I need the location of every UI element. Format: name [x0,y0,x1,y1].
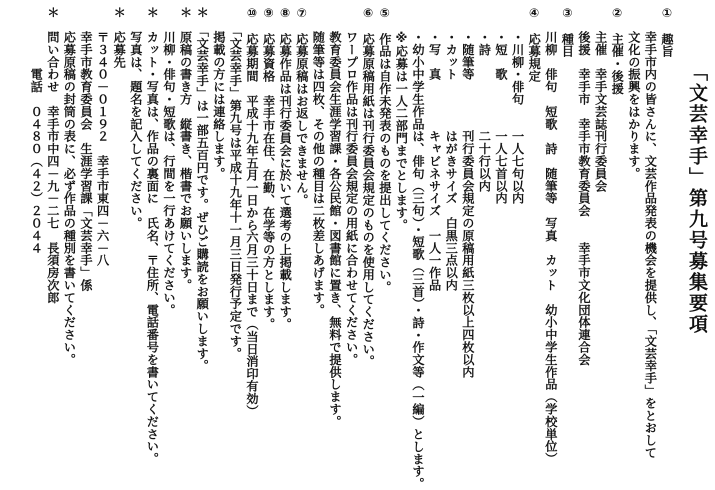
text-column: 随筆等は四枚、その他の種目は二枚差しあげます。 [311,6,326,316]
text-column: ＊ カット・写真は、作品の裏面に 氏名、〒住所、電話番号を書いてください。 [145,6,160,465]
text-column: 川柳・俳句・短歌は、行間を一行あけてください。 [162,6,176,316]
text-column: ① 趣旨 [660,6,674,58]
text-column: ・幼小中学生作品は、俳句（三句）・短歌（三首）・詩・作文等（一編）とします。 [411,6,425,490]
document-title: 「文芸幸手」第九号募集要項 [686,62,708,335]
text-column: 幸手市教育委員会 生涯学習課「文芸幸手」係 [79,6,93,292]
text-column: ・写 真 キャビネサイズ 一人一作品 [427,6,442,292]
text-column: ・短 歌 一人七首以内 [494,6,508,205]
text-column: ② 主催・後援 [610,6,625,95]
text-column: ＊ 「文芸幸手」は一部五百円です。ぜひご購読をお願いします。 [195,6,210,372]
text-column: 応募原稿の封筒の表に、必ず作品の種別を書いてください。 [62,6,77,366]
text-column: 川柳 俳句 短歌 詩 随筆等 写真 カット 幼小中学生作品（学校単位） [543,6,558,465]
text-column: ⑧ 応募作品は刊行委員会に於いて選考の上掲載します。 [278,6,293,331]
text-column: ・詩 二十行以内 [477,6,492,192]
text-column: ・随筆等 刊行委員会規定の原稿用紙三枚以上四枚以内 [460,6,475,378]
text-column: ③ 種目 [560,6,575,58]
text-column: 主催 幸手文芸誌刊行委員会 [593,6,608,192]
text-column: ⑤ 作品は自作未発表のものを提出してください。 [377,6,392,293]
text-column: ⑥ 応募原稿用紙は刊行委員会規定のものを使用してください。 [361,6,376,368]
text-column: 後援 幸手市 幸手市教育委員会 幸手市文化団体連合会 [577,6,591,366]
text-column: 写真は、題名を記入してください。 [128,6,143,230]
text-column: ・川柳・俳句 一人七句以内 [510,6,525,205]
text-column: 電話 ０４８０（４２）２０４４ [29,6,44,254]
text-column: ④ 応募規定 [527,6,542,83]
text-column: ・カット はがきサイズ 白黒三点以内 [444,6,459,292]
text-column: ⑨ 応募資格 幸手市在住、在勤、在学等の方とします。 [261,6,276,331]
text-column: ＊ 応募先 [112,6,127,68]
text-column: 幸手市内の皆さんに、文芸作品発表の機会を提供し、「文芸幸手」をとおして [643,6,658,459]
text-column: ⑩ 応募期間 平成十九年五月一日から六月三十日まで（当日消印有効） [245,6,259,417]
text-column: ＊ 問い合わせ 幸手市中四－九－二七 長須房次郎 [45,6,60,304]
text-column: 文化の振興をはかります。 [626,6,641,180]
text-column: 「文芸幸手」第九号は平成十九年十一月三日発行予定です。 [228,6,243,360]
text-column: ワープロ作品は刊行委員会規定の用紙に合わせてください。 [344,6,359,366]
text-column: ＊ 原稿の書き方 縦書き、楷書でお願いします。 [178,6,193,292]
text-column: 教育委員会生涯学習課・各公民館・図書館に置き、無料で提供します。 [328,6,342,428]
text-column: ⑦ 応募原稿はお返しできません。 [294,6,309,207]
text-column: 掲載の方には連絡します。 [211,6,226,180]
text-column: 〒３４０－０１９２ 幸手市東四－六－八 [95,6,110,267]
text-column: ※応募は一人二部門までとします。 [394,6,409,231]
